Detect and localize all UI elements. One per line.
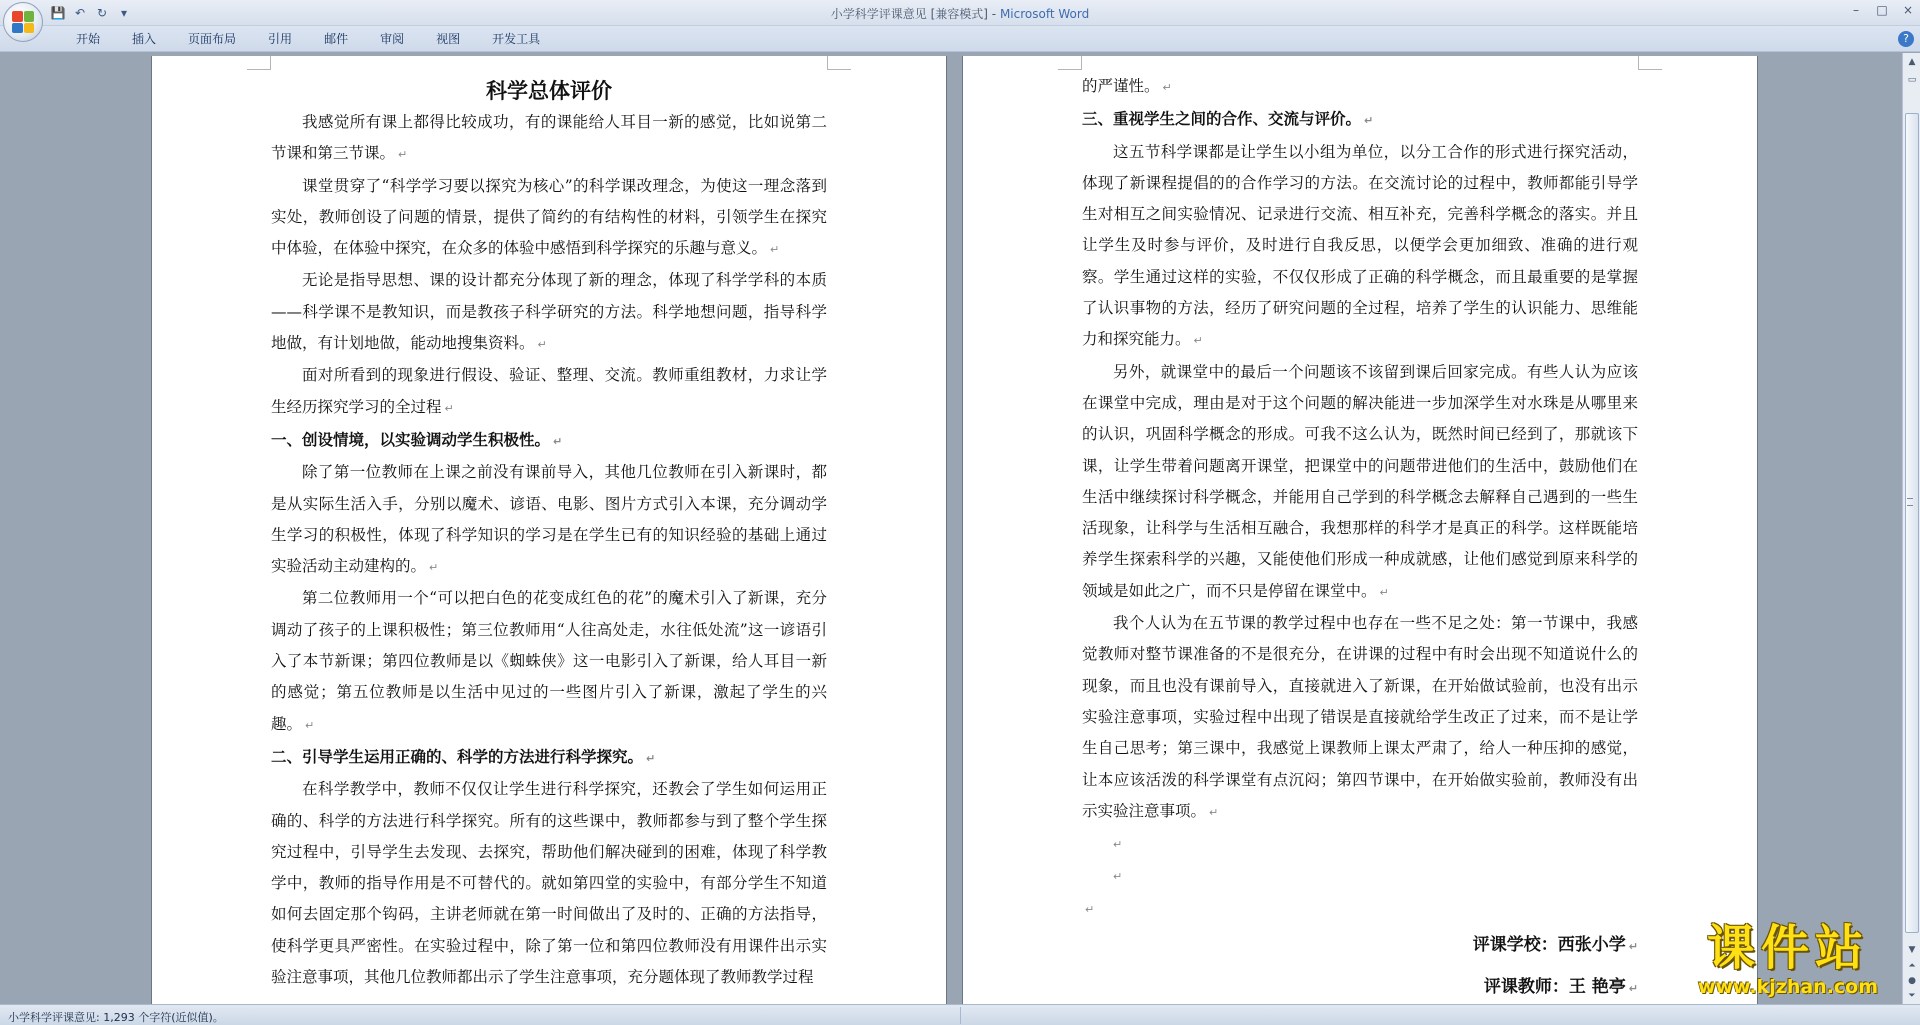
paragraph-mark-icon: ↵ <box>429 561 439 575</box>
tab-references[interactable]: 引用 <box>268 32 293 46</box>
crop-mark-top-left <box>247 56 271 70</box>
save-icon[interactable]: 💾 <box>50 6 66 20</box>
signature-teacher-text: 评课教师：王 艳亭 <box>1483 977 1626 998</box>
paragraph-text: 在科学教学中，教师不仅仅让学生进行科学探究，还教会了学生如何运用正确的、科学的方法进行科学探究。所有的这些课中，教师都参与到了整个学生探究过程中，引导学生去发现、去探究，帮助他们解决碰到的困难，体现了科学教学中，教师的指导作用是不可替代的。就如第四堂的实验中，有部分学生不知道如何去固定那个钩码，主讲老师就在第一时间做出了及时的、正确的方法指导，使科学更具严密性。在实验过程中，除了第一位和第四位教师没有用课件出示实验注意事项，其他几位教师都出示了学生注意事项，充分题体现了教师教学过程 <box>271 780 827 987</box>
customize-toolbar-icon[interactable]: ▾ <box>120 6 128 20</box>
page-2 <box>963 56 1757 1004</box>
minimize-button[interactable]: – <box>1853 3 1859 17</box>
empty-paragraph <box>1082 893 1638 925</box>
tab-page-layout[interactable]: 页面布局 <box>188 32 237 46</box>
crop-mark-top-left <box>1058 56 1082 70</box>
paragraph-mark-icon: ↵ <box>1364 114 1374 128</box>
paragraph-text: 第二位教师用一个“可以把白色的花变成红色的花”的魔术引入了新课，充分调动了孩子的上课积极性；第三位教师用“人往高处走，水往低处流”这一谚语引入了本节新课；第四位教师是以《蜘蛛侠》这一电影引入了新课，给人耳目一新的感觉；第五位教师是以生活中见过的一些图片引入了新课，激起了学生的兴趣。 <box>271 589 827 733</box>
tab-review[interactable]: 审阅 <box>380 32 405 46</box>
empty-paragraph <box>1082 860 1638 892</box>
undo-icon[interactable]: ↶ <box>74 6 86 20</box>
paragraph <box>1082 608 1638 828</box>
paragraph-mark-icon: ↵ <box>1162 81 1172 94</box>
logo-yellow-square <box>24 23 35 34</box>
window-controls <box>1848 3 1916 17</box>
paragraph <box>271 774 827 993</box>
next-page-icon[interactable]: ⏷ <box>1908 991 1916 1001</box>
help-icon[interactable]: ? <box>1898 31 1914 47</box>
paragraph-mark-icon: ↵ <box>1113 838 1123 852</box>
signature-school-text: 评课学校：西张小学 <box>1472 935 1626 956</box>
paragraph-text: 无论是指导思想、课的设计都充分体现了新的理念，体现了科学学科的本质——科学课不是教知识，而是教孩子科学研究的方法。科学地想问题，指导科学地做，有计划地做，能动地搜集资料。 <box>271 271 827 353</box>
scrollbar-grip-icon <box>1907 498 1913 506</box>
paragraph-mark-icon: ↵ <box>1379 585 1389 599</box>
vertical-scrollbar[interactable] <box>1902 53 1920 1004</box>
paragraph-mark-icon: ↵ <box>553 434 563 448</box>
crop-mark-top-right <box>827 56 851 70</box>
paragraph <box>1082 71 1638 103</box>
paragraph-mark-icon: ↵ <box>398 148 408 162</box>
office-logo-icon <box>12 11 34 33</box>
previous-page-icon[interactable]: ⏶ <box>1908 961 1916 971</box>
heading-text: 一、创设情境，以实验调动学生积极性。 <box>271 429 551 449</box>
paragraph-mark-icon: ↵ <box>444 401 454 415</box>
paragraph-mark-icon: ↵ <box>646 751 656 765</box>
word-count-status[interactable]: 小学科学评课意见: 1,293 个字符(近似值)。 <box>8 1011 224 1024</box>
paragraph <box>271 360 827 424</box>
empty-paragraph <box>1082 828 1638 860</box>
paragraph <box>271 265 827 360</box>
section-heading-2 <box>271 741 827 774</box>
watermark-url-text: www.kjzhan.com <box>1697 976 1879 998</box>
paragraph <box>1082 357 1638 608</box>
watermark-main-text: 课件站 <box>1706 920 1869 976</box>
paragraph-text: 面对所看到的现象进行假设、验证、整理、交流。教师重组教材，力求让学生经历探究学习的全过程 <box>271 366 827 416</box>
tab-view[interactable]: 视图 <box>436 32 461 46</box>
section-heading-3 <box>1082 103 1638 136</box>
ruler-toggle-icon[interactable]: ▭ <box>1907 75 1917 85</box>
paragraph-mark-icon: ↵ <box>1085 902 1095 916</box>
paragraph-mark-icon: ↵ <box>305 718 315 732</box>
heading-text: 三、重视学生之间的合作、交流与评价。 <box>1082 109 1362 129</box>
paragraph <box>1082 137 1638 357</box>
scroll-up-icon[interactable]: ▲ <box>1908 57 1916 67</box>
ribbon <box>0 26 1920 52</box>
title-bar <box>0 0 1920 26</box>
paragraph-text: 这五节科学课都是让学生以小组为单位，以分工合作的形式进行探究活动，体现了新课程提倡的的合作学习的方法。在交流讨论的过程中，教师都能引导学生对相互之间实验情况、记录进行交流、相互补充，完善科学概念的落实。并且让学生及时参与评价，及时进行自我反思，以便学会更加细致、准确的进行观察。学生通过这样的实验，不仅仅形成了正确的科学概念，而且最重要的是掌握了认识事物的方法，经历了研究问题的全过程，培养了学生的认识能力、思维能力和探究能力。 <box>1082 142 1638 349</box>
logo-blue-square <box>12 23 23 34</box>
paragraph <box>271 107 827 171</box>
page-2-text[interactable] <box>1082 71 1638 1004</box>
title-separator: - <box>987 7 1000 21</box>
scroll-down-icon[interactable]: ▼ <box>1908 945 1916 955</box>
page-1-text[interactable] <box>271 71 827 993</box>
close-button[interactable]: × <box>1902 3 1914 17</box>
paragraph-mark-icon: ↵ <box>537 338 547 352</box>
ribbon-tabs <box>60 30 556 48</box>
window-title <box>0 5 1920 22</box>
scrollbar-thumb[interactable] <box>1905 113 1919 933</box>
tab-mailings[interactable]: 邮件 <box>324 32 349 46</box>
select-browse-object-icon[interactable]: ● <box>1908 976 1916 986</box>
document-title-text: 科学总体评价 <box>486 78 612 103</box>
heading-text: 二、引导学生运用正确的、科学的方法进行科学探究。 <box>271 746 644 766</box>
paragraph <box>271 457 827 583</box>
logo-green-square <box>24 11 35 22</box>
redo-icon[interactable]: ↻ <box>96 6 108 20</box>
office-button[interactable] <box>3 2 43 42</box>
paragraph-mark-icon: ↵ <box>1193 334 1203 348</box>
paragraph-mark-icon: ↵ <box>1209 805 1219 819</box>
paragraph-text: 课堂贯穿了“科学学习要以探究为核心”的科学课改理念，为使这一理念落到实处，教师创设了问题的情景，提供了简约的有结构性的材料，引领学生在探究中体验，在体验中探究，在众多的体验中感悟到科学探究的乐趣与意义。 <box>271 176 827 258</box>
document-title <box>271 71 827 111</box>
maximize-button[interactable]: □ <box>1876 3 1888 17</box>
logo-red-square <box>12 11 23 22</box>
paragraph-text: 我感觉所有课上都得比较成功，有的课能给人耳目一新的感觉，比如说第二节课和第三节课。 <box>271 113 827 163</box>
tab-developer[interactable]: 开发工具 <box>492 32 541 46</box>
signature-teacher <box>1082 967 1638 1004</box>
paragraph-mark-icon: ↵ <box>770 243 780 257</box>
tab-insert[interactable]: 插入 <box>132 32 157 46</box>
paragraph-text: 我个人认为在五节课的教学过程中也存在一些不足之处：第一节课中，我感觉教师对整节课准备的不是很充分，在讲课的过程中有时会出现不知道说什么的现象，而且也没有课前导入，直接就进入了新课，在开始做试验前，也没有出示实验注意事项，实验过程中出现了错误是直接就给学生改正了过来，而不是让学生自己思考；第三课中，我感觉上课教师上课太严肃了，给人一种压抑的感觉，让本应该活泼的科学课堂有点沉闷；第四节课中，在开始做实验前，教师没有出示实验注意事项。 <box>1082 614 1638 820</box>
paragraph-text: 的严谨性。 <box>1082 77 1160 95</box>
document-name: 小学科学评课意见 [兼容模式] <box>830 7 988 21</box>
document-area <box>0 53 1902 1004</box>
paragraph-text: 除了第一位教师在上课之前没有课前导入，其他几位教师在引入新课时，都是从实际生活入手，分别以魔术、谚语、电影、图片方式引入本课，充分调动学生学习的积极性，体现了科学知识的学习是在学生已有的知识经验的基础上通过实验活动主动建构的。 <box>271 463 827 576</box>
paragraph-mark-icon: ↵ <box>1628 982 1638 996</box>
status-divider <box>960 1007 961 1024</box>
tab-home[interactable]: 开始 <box>76 32 101 46</box>
signature-school <box>1082 925 1638 967</box>
app-name: Microsoft Word <box>999 7 1090 21</box>
paragraph <box>271 171 827 266</box>
paragraph <box>271 583 827 740</box>
status-bar <box>0 1004 1920 1025</box>
paragraph-mark-icon: ↵ <box>1628 940 1638 954</box>
page-1 <box>152 56 946 1004</box>
paragraph-text: 另外，就课堂中的最后一个问题该不该留到课后回家完成。有些人认为应该在课堂中完成，理由是对于这个问题的解决能进一步加深学生对水珠是从哪里来的认识，巩固科学概念的形成。可我不这么认为，既然时间已经到了，那就该下课，让学生带着问题离开课堂，把课堂中的问题带进他们的生活中，鼓励他们在生活中继续探讨科学概念，并能用自己学到的科学概念去解释自己遇到的一些生活现象，让科学与生活相互融合，我想那样的科学才是真正的科学。这样既能培养学生探索科学的兴趣，又能使他们形成一种成就感，让他们感觉到原来科学的领域是如此之广，而不只是停留在课堂中。 <box>1082 362 1638 600</box>
paragraph-mark-icon: ↵ <box>1113 870 1123 884</box>
crop-mark-top-right <box>1638 56 1662 70</box>
section-heading-1 <box>271 424 827 457</box>
site-watermark <box>1668 920 1908 1004</box>
